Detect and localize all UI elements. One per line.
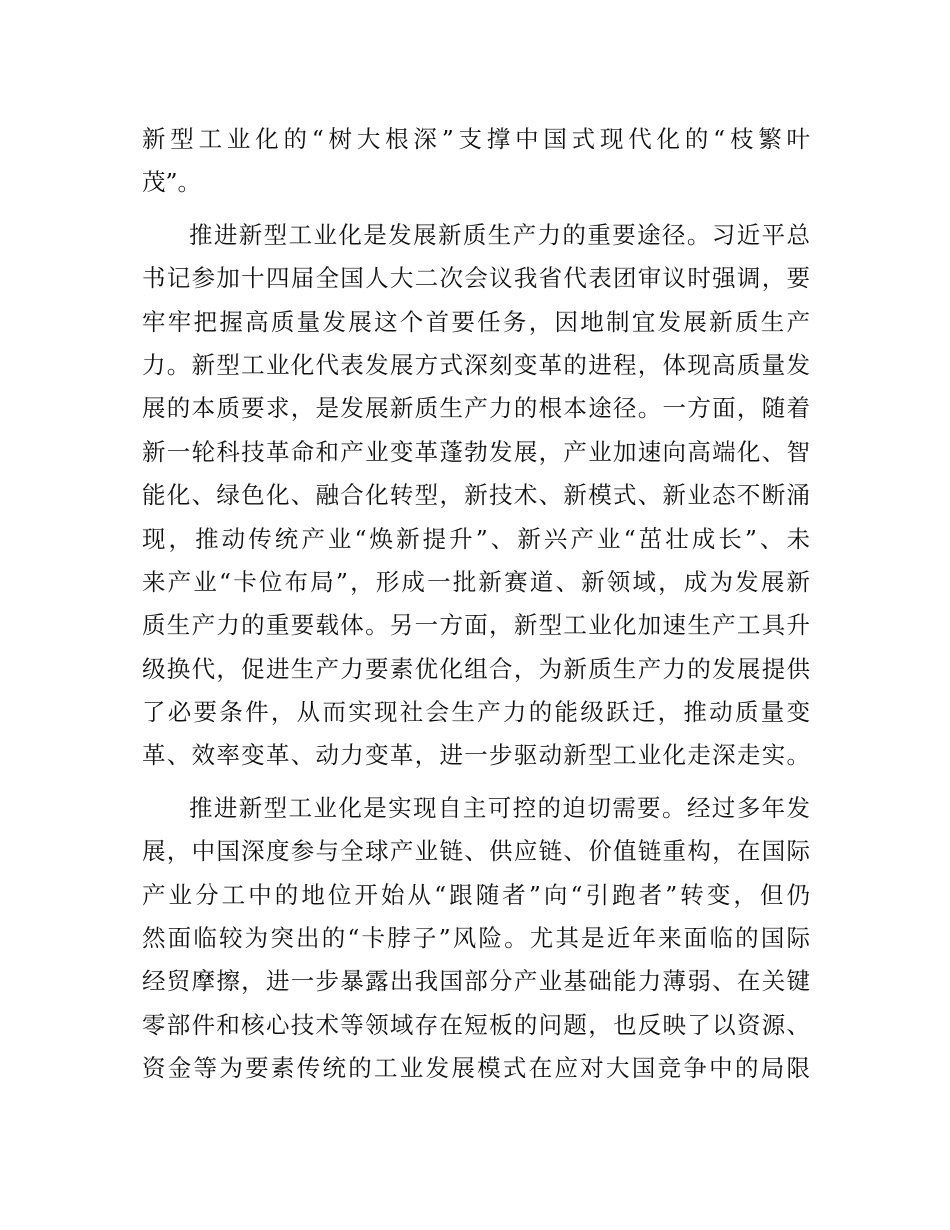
text-line: 推进新型工业化是实现自主可控的迫切需要。经过多年发 xyxy=(189,793,810,822)
text-line: 新型工业化的“树大根深”支撑中国式现代化的“枝繁叶 xyxy=(142,125,810,153)
paragraph-self-reliance xyxy=(142,787,810,1091)
text-line: 了必要条件，从而实现社会生产力的能级跃迁，推动质量变 xyxy=(142,698,810,727)
text-line: 革、效率变革、动力变革，进一步驱动新型工业化走深走实。 xyxy=(142,741,810,770)
text-line: 级换代，促进生产力要素优化组合，为新质生产力的发展提供 xyxy=(142,654,810,683)
text-line: 然面临较为突出的“卡脖子”风险。尤其是近年来面临的国际 xyxy=(142,924,810,953)
text-line: 展，中国深度参与全球产业链、供应链、价值链重构，在国际 xyxy=(142,837,810,866)
text-line: 力。新型工业化代表发展方式深刻变革的进程，体现高质量发 xyxy=(142,350,810,379)
text-line: 书记参加十四届全国人大二次会议我省代表团审议时强调，要 xyxy=(142,264,810,293)
text-line: 茂”。 xyxy=(142,168,202,197)
text-line: 资金等为要素传统的工业发展模式在应对大国竞争中的局限 xyxy=(142,1054,810,1083)
text-line: 牢牢把握高质量发展这个首要任务，因地制宜发展新质生产 xyxy=(142,307,810,336)
text-line: 质生产力的重要载体。另一方面，新型工业化加速生产工具升 xyxy=(142,611,810,640)
paragraph-new-productive-forces xyxy=(142,214,810,778)
body-text xyxy=(142,118,810,1091)
paragraph-gap xyxy=(142,205,810,214)
text-line: 能化、绿色化、融合化转型，新技术、新模式、新业态不断涌 xyxy=(142,481,810,510)
text-line: 来产业“卡位布局”，形成一批新赛道、新领域，成为发展新 xyxy=(142,567,810,596)
paragraph-continuation xyxy=(142,118,810,205)
text-line: 新一轮科技革命和产业变革蓬勃发展，产业加速向高端化、智 xyxy=(142,437,810,466)
text-line: 展的本质要求，是发展新质生产力的根本途径。一方面，随着 xyxy=(142,394,810,423)
text-line: 经贸摩擦，进一步暴露出我国部分产业基础能力薄弱、在关键 xyxy=(142,967,810,996)
text-line: 零部件和核心技术等领域存在短板的问题，也反映了以资源、 xyxy=(142,1010,810,1039)
text-line: 产业分工中的地位开始从“跟随者”向“引跑者”转变，但仍 xyxy=(142,880,810,909)
text-line: 推进新型工业化是发展新质生产力的重要途径。习近平总 xyxy=(189,220,810,249)
text-line: 现，推动传统产业“焕新提升”、新兴产业“茁壮成长”、未 xyxy=(142,524,810,553)
paragraph-gap xyxy=(142,778,810,787)
